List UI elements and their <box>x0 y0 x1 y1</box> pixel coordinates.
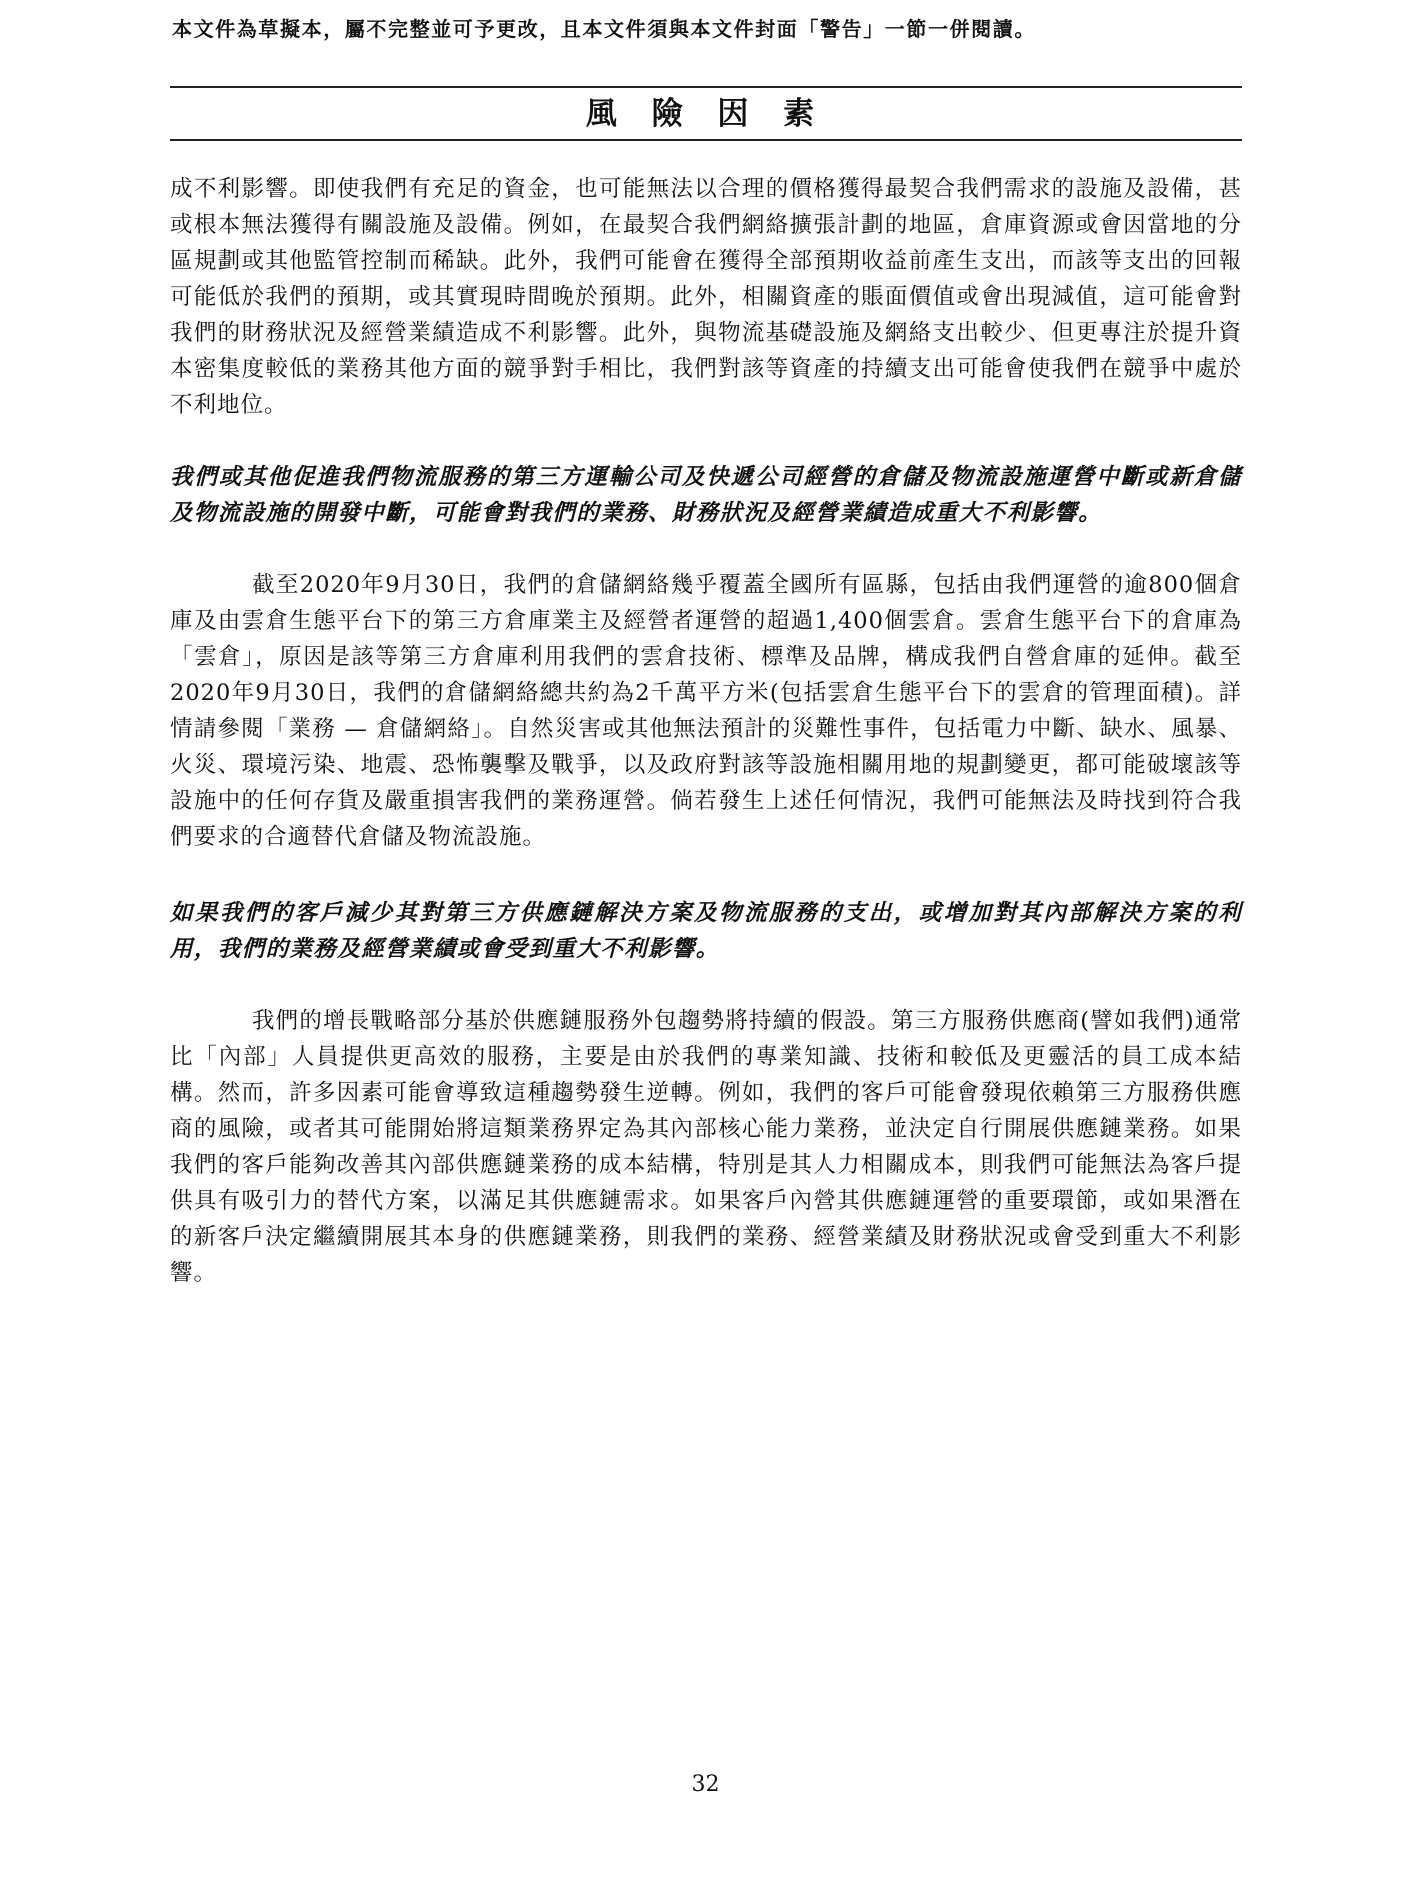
risk-heading-customer-spending: 如果我們的客戶減少其對第三方供應鏈解決方案及物流服務的支出，或增加對其內部解決方案的利用，我們的業務及經營業績或會受到重大不利影響。 <box>170 900 1242 962</box>
section-title: 風 險 因 素 <box>585 96 827 132</box>
draft-disclaimer: 本文件為草擬本，屬不完整並可予更改，且本文件須與本文件封面「警告」一節一併閱讀。 <box>172 17 1036 41</box>
risk-heading-warehousing-disruption: 我們或其他促進我們物流服務的第三方運輸公司及快遞公司經營的倉儲及物流設施運營中斷或新倉儲及物流設施的開發中斷，可能會對我們的業務、財務狀況及經營業績造成重大不利影響。 <box>170 464 1242 526</box>
title-bottom-rule <box>170 139 1242 141</box>
paragraph-outsourcing-trend: 我們的增長戰略部分基於供應鏈服務外包趨勢將持續的假設。第三方服務供應商(譬如我們)通常比「內部」人員提供更高效的服務，主要是由於我們的專業知識、技術和較低及更靈活的員工成本結構。然而，許多因素可能會導致這種趨勢發生逆轉。例如，我們的客戶可能會發現依賴第三方服務供應商的風險，或者其可能開始將這類業務界定為其內部核心能力業務，並決定自行開展供應鏈業務。如果我們的客戶能夠改善其內部供應鏈業務的成本結構，特別是其人力相關成本，則我們可能無法為客戶提供具有吸引力的替代方案，以滿足其供應鏈需求。如果客戶內營其供應鏈運營的重要環節，或如果潛在的新客戶決定繼續開展其本身的供應鏈業務，則我們的業務、經營業績及財務狀況或會受到重大不利影響。 <box>170 1008 1242 1286</box>
paragraph-continuation: 成不利影響。即使我們有充足的資金，也可能無法以合理的價格獲得最契合我們需求的設施及設備，甚或根本無法獲得有關設施及設備。例如，在最契合我們網絡擴張計劃的地區，倉庫資源或會因當地的分區規劃或其他監管控制而稀缺。此外，我們可能會在獲得全部預期收益前產生支出，而該等支出的回報可能低於我們的預期，或其實現時間晚於預期。此外，相關資產的賬面價值或會出現減值，這可能會對我們的財務狀況及經營業績造成不利影響。此外，與物流基礎設施及網絡支出較少、但更專注於提升資本密集度較低的業務其他方面的競爭對手相比，我們對該等資產的持續支出可能會使我們在競爭中處於不利地位。 <box>170 176 1242 418</box>
body-content <box>170 171 1242 1291</box>
title-top-rule <box>170 86 1242 88</box>
paragraph-warehousing-network: 截至2020年9月30日，我們的倉儲網絡幾乎覆蓋全國所有區縣，包括由我們運營的逾800個倉庫及由雲倉生態平台下的第三方倉庫業主及經營者運營的超過1,400個雲倉。雲倉生態平台下的倉庫為「雲倉」，原因是該等第三方倉庫利用我們的雲倉技術、標準及品牌，構成我們自營倉庫的延伸。截至2020年9月30日，我們的倉儲網絡總共約為2千萬平方米(包括雲倉生態平台下的雲倉的管理面積)。詳情請參閱「業務 — 倉儲網絡」。自然災害或其他無法預計的災難性事件，包括電力中斷、缺水、風暴、火災、環境污染、地震、恐怖襲擊及戰爭，以及政府對該等設施相關用地的規劃變更，都可能破壞該等設施中的任何存貨及嚴重損害我們的業務運營。倘若發生上述任何情況，我們可能無法及時找到符合我們要求的合適替代倉儲及物流設施。 <box>170 572 1242 850</box>
page-number: 32 <box>691 1772 720 1797</box>
